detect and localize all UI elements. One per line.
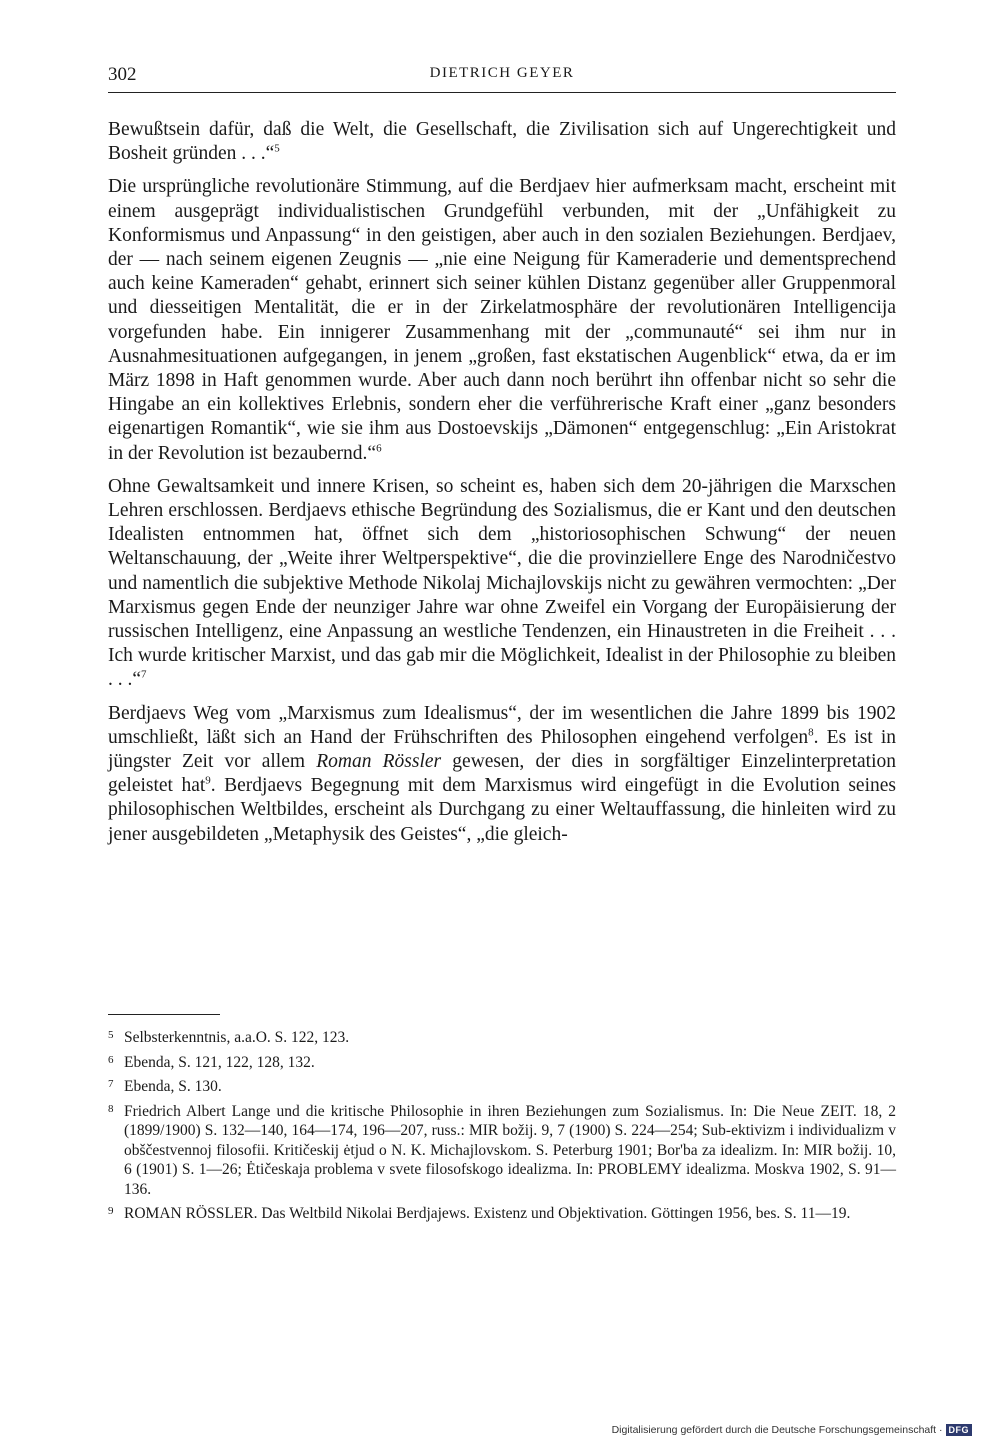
running-head: DIETRICH GEYER	[429, 65, 575, 81]
footnote-number: 6	[108, 1053, 114, 1066]
footnote-number: 7	[108, 1078, 114, 1090]
footnote-ref: 5	[274, 142, 280, 155]
footnote-text: Ebenda, S. 130.	[124, 1078, 222, 1095]
footnote-number: 8	[108, 1102, 114, 1115]
footnote-ref: 9	[205, 774, 211, 787]
paragraph-text: gewesen, der dies in sorgfältiger Einzelinterpretation geleistet hat	[108, 751, 896, 797]
footnote	[108, 1053, 896, 1073]
footnote-text: Selbsterkenntnis, a.a.O. S. 122, 123.	[124, 1029, 350, 1046]
footnote-ref: 6	[376, 442, 382, 455]
footnote-ref: 7	[141, 668, 147, 681]
footnote-text: Friedrich Albert Lange und die kritische Philosophie in ihren Beziehungen zum Sozialismus. In: Die Neue ZEIT. 18, 2 (1899/1900) S. 132—140, 164—174, 196—207, russ.: MIR božij. 9, 7 (1900) S. 224—254; Sub-ektivizm i individualizm v obščestvennoj filosofii. Kritičeskij ėtjud o N. K. Michajlovskom. S. Peterburg 1901; Bor'ba za idealizm. In: MIR božij. 10, 6 (1901) S. 1—26; Ėtičeskaja problema v svete filosofskogo idealizma. In: PROBLEMY idealizma. Moskva 1902, S. 91—136.	[124, 1102, 896, 1198]
footnote	[108, 1028, 896, 1048]
paragraph-text: Die ursprüngliche revolutionäre Stimmung, auf die Berdjaev hier aufmerksam macht, erscheint mit einem ausgeprägt individualistischen Grundgefühl verbunden, mit der „Unfähigkeit zu Konformismus und Anpassung“ in den geistigen, aber auch in den sozialen Beziehungen. Berdjaev, der — nach seinem eigenen Zeugnis — „nie eine Neigung für Kameraderie und dementsprechend auch keine Kameraden“ gehabt, erinnert sich seiner kühlen Distanz gegenüber aller Gruppenmoral und diesseitigen Mentalität, die er in der Zirkelatmosphäre der revolutionären Intelligencija vorgefunden habe. Ein innigerer Zusammenhang mit der „communauté“ sei ihm nur in Ausnahmesituationen aufgegangen, in jenem „großen, fast ekstatischen Augenblick“ etwa, da er im März 1898 in Haft genommen wurde. Aber auch dann noch berührt ihn offenbar nicht so sehr die Hingabe an ein kollektives Erlebnis, sondern eher die verführerische Kraft einer „ganz besonders eigenartigen Romantik“, wie sie ihm aus Dostoevskijs „Dämonen“ entgegenschlug: „Ein Aristokrat in der Revolution ist bezaubernd.“	[108, 176, 896, 464]
paragraph-text: Bewußtsein dafür, daß die Welt, die Gesellschaft, die Zivilisation sich auf Ungerechtigkeit und Bosheit gründen . . .“	[108, 119, 896, 165]
paragraph-text: . Es ist in jüngster Zeit vor allem	[108, 726, 896, 773]
footnote-text: ROMAN RÖSSLER. Das Weltbild Nikolai Berdjajews. Existenz und Objektivation. Göttingen 1956, bes. S. 11—19.	[124, 1205, 851, 1222]
digitization-credit	[612, 1424, 972, 1436]
page-header	[108, 62, 896, 93]
footnote-number: 5	[108, 1029, 114, 1041]
paragraph-text: Berdjaevs Weg vom „Marxismus zum Idealismus“, der im wesentlichen die Jahre 1899 bis 1902 umschließt, läßt sich an Hand der Frühschriften des Philosophen eingehend verfolgen	[108, 702, 896, 748]
footnote	[108, 1077, 896, 1097]
body-text	[108, 118, 896, 856]
author-name: Roman Rössler	[316, 751, 442, 773]
footnote-text: Ebenda, S. 121, 122, 128, 132.	[124, 1053, 315, 1071]
footnote-number: 9	[108, 1205, 114, 1217]
page-number: 302	[108, 64, 137, 85]
paragraph-3	[108, 475, 896, 693]
footnote	[108, 1204, 896, 1224]
footnote-ref: 8	[808, 726, 814, 739]
footnotes	[108, 1028, 896, 1229]
paragraph-text: Ohne Gewaltsamkeit und innere Krisen, so scheint es, haben sich dem 20-jährigen die Marxschen Lehren erschlossen. Berdjaevs ethische Begründung des Sozialismus, die er Kant und den deutschen Idealisten entnommen hat, öffnet sich dem „historiosophischen Schwung“ der neuen Weltanschauung, der „Weite ihrer Weltperspektive“, die die provinziellere Enge des Narodničestvo und namentlich die subjektive Methode Nikolaj Michajlovskijs nicht zu gewähren vermochten: „Der Marxismus gegen Ende der neunziger Jahre war ohne Zweifel ein Vorgang der Europäisierung der russischen Intelligenz, eine Anpassung an westliche Tendenzen, ein Hinaustreten in die Freiheit . . . Ich wurde kritischer Marxist, und das gab mir die Möglichkeit, Idealist in der Philosophie zu bleiben . . .“	[108, 475, 896, 691]
footnote-divider	[108, 1014, 220, 1015]
paragraph-4	[108, 702, 896, 847]
footnote	[108, 1102, 896, 1200]
paragraph-1	[108, 118, 896, 166]
paragraph-2	[108, 175, 896, 465]
dfg-logo-icon: DFG	[946, 1424, 973, 1436]
credit-text: Digitalisierung gefördert durch die Deutsche Forschungsgemeinschaft ·	[611, 1424, 943, 1436]
paragraph-text: . Berdjaevs Begegnung mit dem Marxismus wird eingefügt in die Evolution seines philosophischen Weltbildes, erscheint als Durchgang zu einer Weltauffassung, die hinleiten wird zu jener ausgebildeten „Metaphysik des Geistes“, „die gleich-	[108, 775, 896, 845]
